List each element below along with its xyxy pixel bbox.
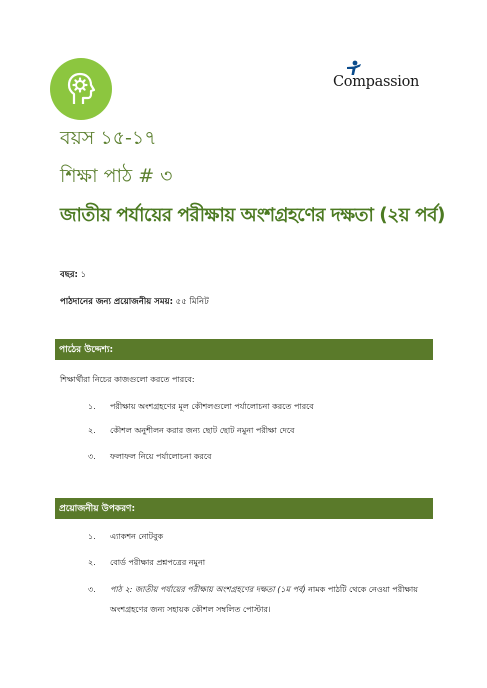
list-item-continuation: অংশগ্রহণের জন্য সহায়ক কৌশল সম্বলিত পোস্টার। <box>110 605 271 614</box>
list-item <box>88 401 314 414</box>
brain-gear-icon <box>50 58 112 120</box>
item-text: নামক পাঠটি থেকে নেওয়া পরীক্ষায় <box>305 585 418 594</box>
year-line <box>60 268 86 282</box>
item-text: পরীক্ষায় অংশগ্রহণের মূল কৌশলগুলো পর্যালোচনা করতে পারবে <box>110 402 314 411</box>
lesson-number: শিক্ষা পাঠ # ৩ <box>60 165 173 187</box>
list-item <box>88 557 205 570</box>
list-item <box>88 451 212 464</box>
item-number: ১. <box>88 402 96 411</box>
time-label: পাঠদানের জন্য প্রয়োজনীয় সময়: <box>60 297 173 307</box>
materials-heading: প্রয়োজনীয় উপকরণ: <box>55 498 433 519</box>
time-value: ৫৫ মিনিট <box>172 297 209 307</box>
time-line <box>60 295 209 309</box>
lesson-reference: পাঠ ২: জাতীয় পর্যায়ের পরীক্ষায় অংশগ্রহণের দক্ষতা (১ম পর্ব) <box>110 585 306 594</box>
item-text: এ্যাকশন নোটবুক <box>110 532 164 541</box>
item-number: ২. <box>88 426 96 435</box>
compassion-logo <box>331 60 435 96</box>
list-item <box>88 531 163 544</box>
page-title: জাতীয় পর্যায়ের পরীক্ষায় অংশগ্রহণের দক্ষতা (২য় পর্ব) <box>60 205 445 226</box>
list-item <box>88 425 295 438</box>
item-text: কৌশল অনুশীলন করার জন্য ছোট ছোট নমুনা পরীক্ষা দেবে <box>110 426 295 435</box>
item-number: ৩. <box>88 585 96 594</box>
list-item <box>88 584 418 597</box>
year-value: ১ <box>77 270 87 280</box>
item-number: ১. <box>88 532 96 541</box>
objectives-intro: শিক্ষার্থীরা নিচের কাজগুলো করতে পারবে: <box>60 375 195 384</box>
logo-text: Compassion <box>333 74 420 90</box>
item-text: ফলাফল নিয়ে পর্যালোচনা করবে <box>110 452 212 461</box>
item-number: ৩. <box>88 452 96 461</box>
year-label: বছর: <box>60 270 78 280</box>
item-number: ২. <box>88 558 96 567</box>
item-text: বোর্ড পরীক্ষার প্রশ্নপত্রের নমুনা <box>110 558 206 567</box>
objectives-heading: পাঠের উদ্দেশ্য: <box>55 339 433 360</box>
age-range: বয়স ১৫-১৭ <box>60 127 157 149</box>
